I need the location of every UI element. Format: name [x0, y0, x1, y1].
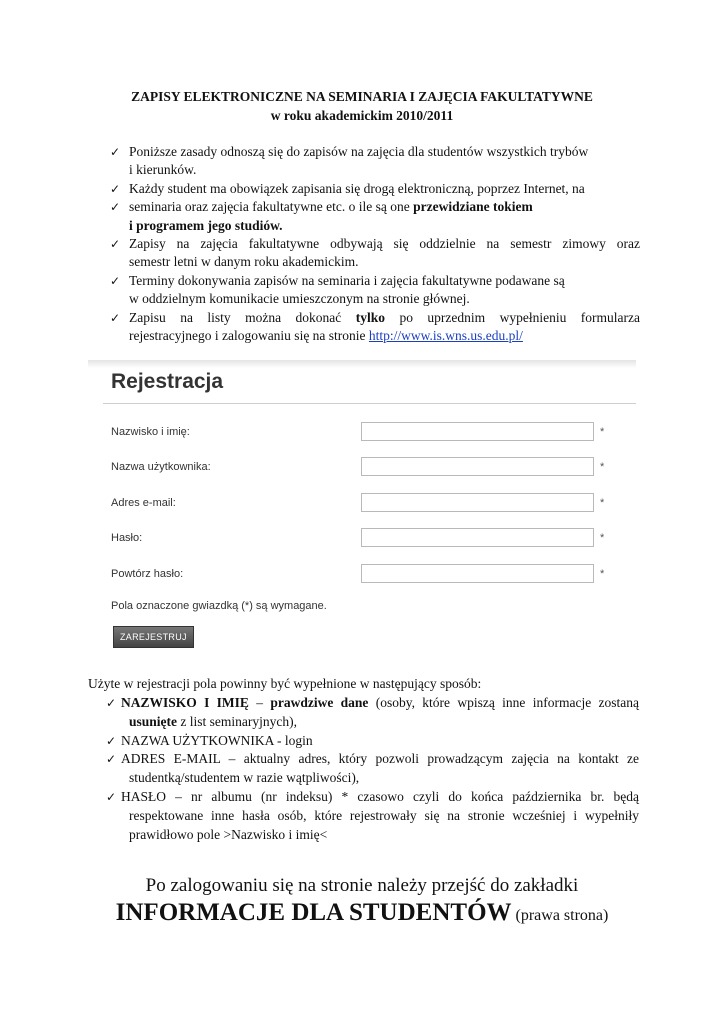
checkmark-icon: ✓ — [110, 200, 121, 215]
field-instruction: ✓ NAZWISKO I IMIĘ – prawdziwe dane (osoby, które wpiszą inne informacje zostaną usunięte z list seminaryjnych), — [106, 695, 640, 729]
divider — [103, 403, 636, 404]
registration-title: Rejestracja — [111, 370, 224, 393]
field-instruction: ✓ HASŁO – nr albumu (nr indeksu) * czasowo czyli do końca października br. będą respektowane inne hasła osób, które rejestrowały się na stronie wcześniej i wypełniły prawidłowo pole >Nazwisko i imię< — [106, 788, 639, 842]
password-label: Hasło: — [111, 532, 143, 544]
username-label: Nazwa użytkownika: — [111, 461, 211, 473]
footer-line2: INFORMACJE DLA STUDENTÓW (prawa strona) — [115, 899, 609, 926]
rule-item: ✓ seminaria oraz zajęcia fakultatywne etc. o ile są one przewidziane tokiem i programem jego studiów. — [110, 199, 533, 233]
register-button[interactable]: ZAREJESTRUJ — [113, 626, 194, 648]
email-label: Adres e-mail: — [111, 497, 176, 509]
checkmark-icon: ✓ — [106, 733, 117, 748]
required-star: * — [600, 461, 605, 473]
required-fields-note: Pola oznaczone gwiazdką (*) są wymagane. — [111, 600, 327, 612]
instructions-intro: Użyte w rejestracji pola powinny być wypełnione w następujący sposób: — [88, 676, 482, 691]
required-star: * — [600, 568, 605, 580]
repeat-password-label: Powtórz hasło: — [111, 568, 184, 580]
rule-item: ✓ Zapisy na zajęcia fakultatywne odbywają się oddzielnie na semestr zimowy oraz semestr letni w danym roku akademickim. — [110, 236, 640, 270]
checkmark-icon: ✓ — [110, 181, 121, 196]
checkmark-icon: ✓ — [110, 273, 121, 288]
rules-list — [110, 143, 640, 345]
checkmark-icon: ✓ — [110, 145, 121, 159]
top-shadow — [88, 360, 636, 368]
rule-item: ✓ Zapisu na listy można dokonać tylko po uprzednim wypełnieniu formularza rejestracyjnego i zalogowaniu się na stronie http://www.is.wns.us.edu.pl/ — [110, 309, 640, 344]
required-star: * — [600, 497, 605, 509]
rule-item: ✓ Poniższe zasady odnoszą się do zapisów na zajęcia dla studentów wszystkich trybów i kierunków. — [110, 144, 589, 178]
footer-line1: Po zalogowaniu się na stronie należy przejść do zakładki — [145, 875, 579, 896]
field-instruction: ✓ NAZWA UŻYTKOWNIKA - login — [106, 732, 639, 751]
checkmark-icon: ✓ — [106, 752, 117, 767]
checkmark-icon: ✓ — [106, 696, 117, 710]
field-instruction: ✓ ADRES E-MAIL – aktualny adres, który pozwoli prowadzącym zajęcia na kontakt ze studentką/studentem w razie wątpliwości), — [106, 751, 639, 786]
required-star: * — [600, 426, 605, 438]
checkmark-icon: ✓ — [106, 789, 117, 804]
document-title: ZAPISY ELEKTRONICZNE NA SEMINARIA I ZAJĘCIA FAKULTATYWNE — [131, 89, 593, 104]
checkmark-icon: ✓ — [110, 310, 121, 325]
repeat-password-input[interactable] — [361, 564, 594, 583]
registration-site-link[interactable]: http://www.is.wns.us.edu.pl/ — [368, 328, 523, 344]
password-input[interactable] — [361, 528, 594, 547]
rule-item: ✓ Każdy student ma obowiązek zapisania się drogą elektroniczną, poprzez Internet, na — [110, 180, 640, 198]
username-input[interactable] — [361, 457, 594, 476]
email-input[interactable] — [361, 493, 594, 512]
fullname-label: Nazwisko i imię: — [111, 426, 190, 438]
required-star: * — [600, 532, 605, 544]
checkmark-icon: ✓ — [110, 237, 121, 252]
document-subtitle: w roku akademickim 2010/2011 — [270, 108, 454, 123]
registration-form-screenshot — [88, 360, 636, 654]
fullname-input[interactable] — [361, 422, 594, 441]
field-instructions-list — [106, 694, 639, 844]
rule-item: ✓ Terminy dokonywania zapisów na seminaria i zajęcia fakultatywne podawane są w oddzielnym komunikacie umieszczonym na stronie głównej. — [110, 272, 565, 307]
